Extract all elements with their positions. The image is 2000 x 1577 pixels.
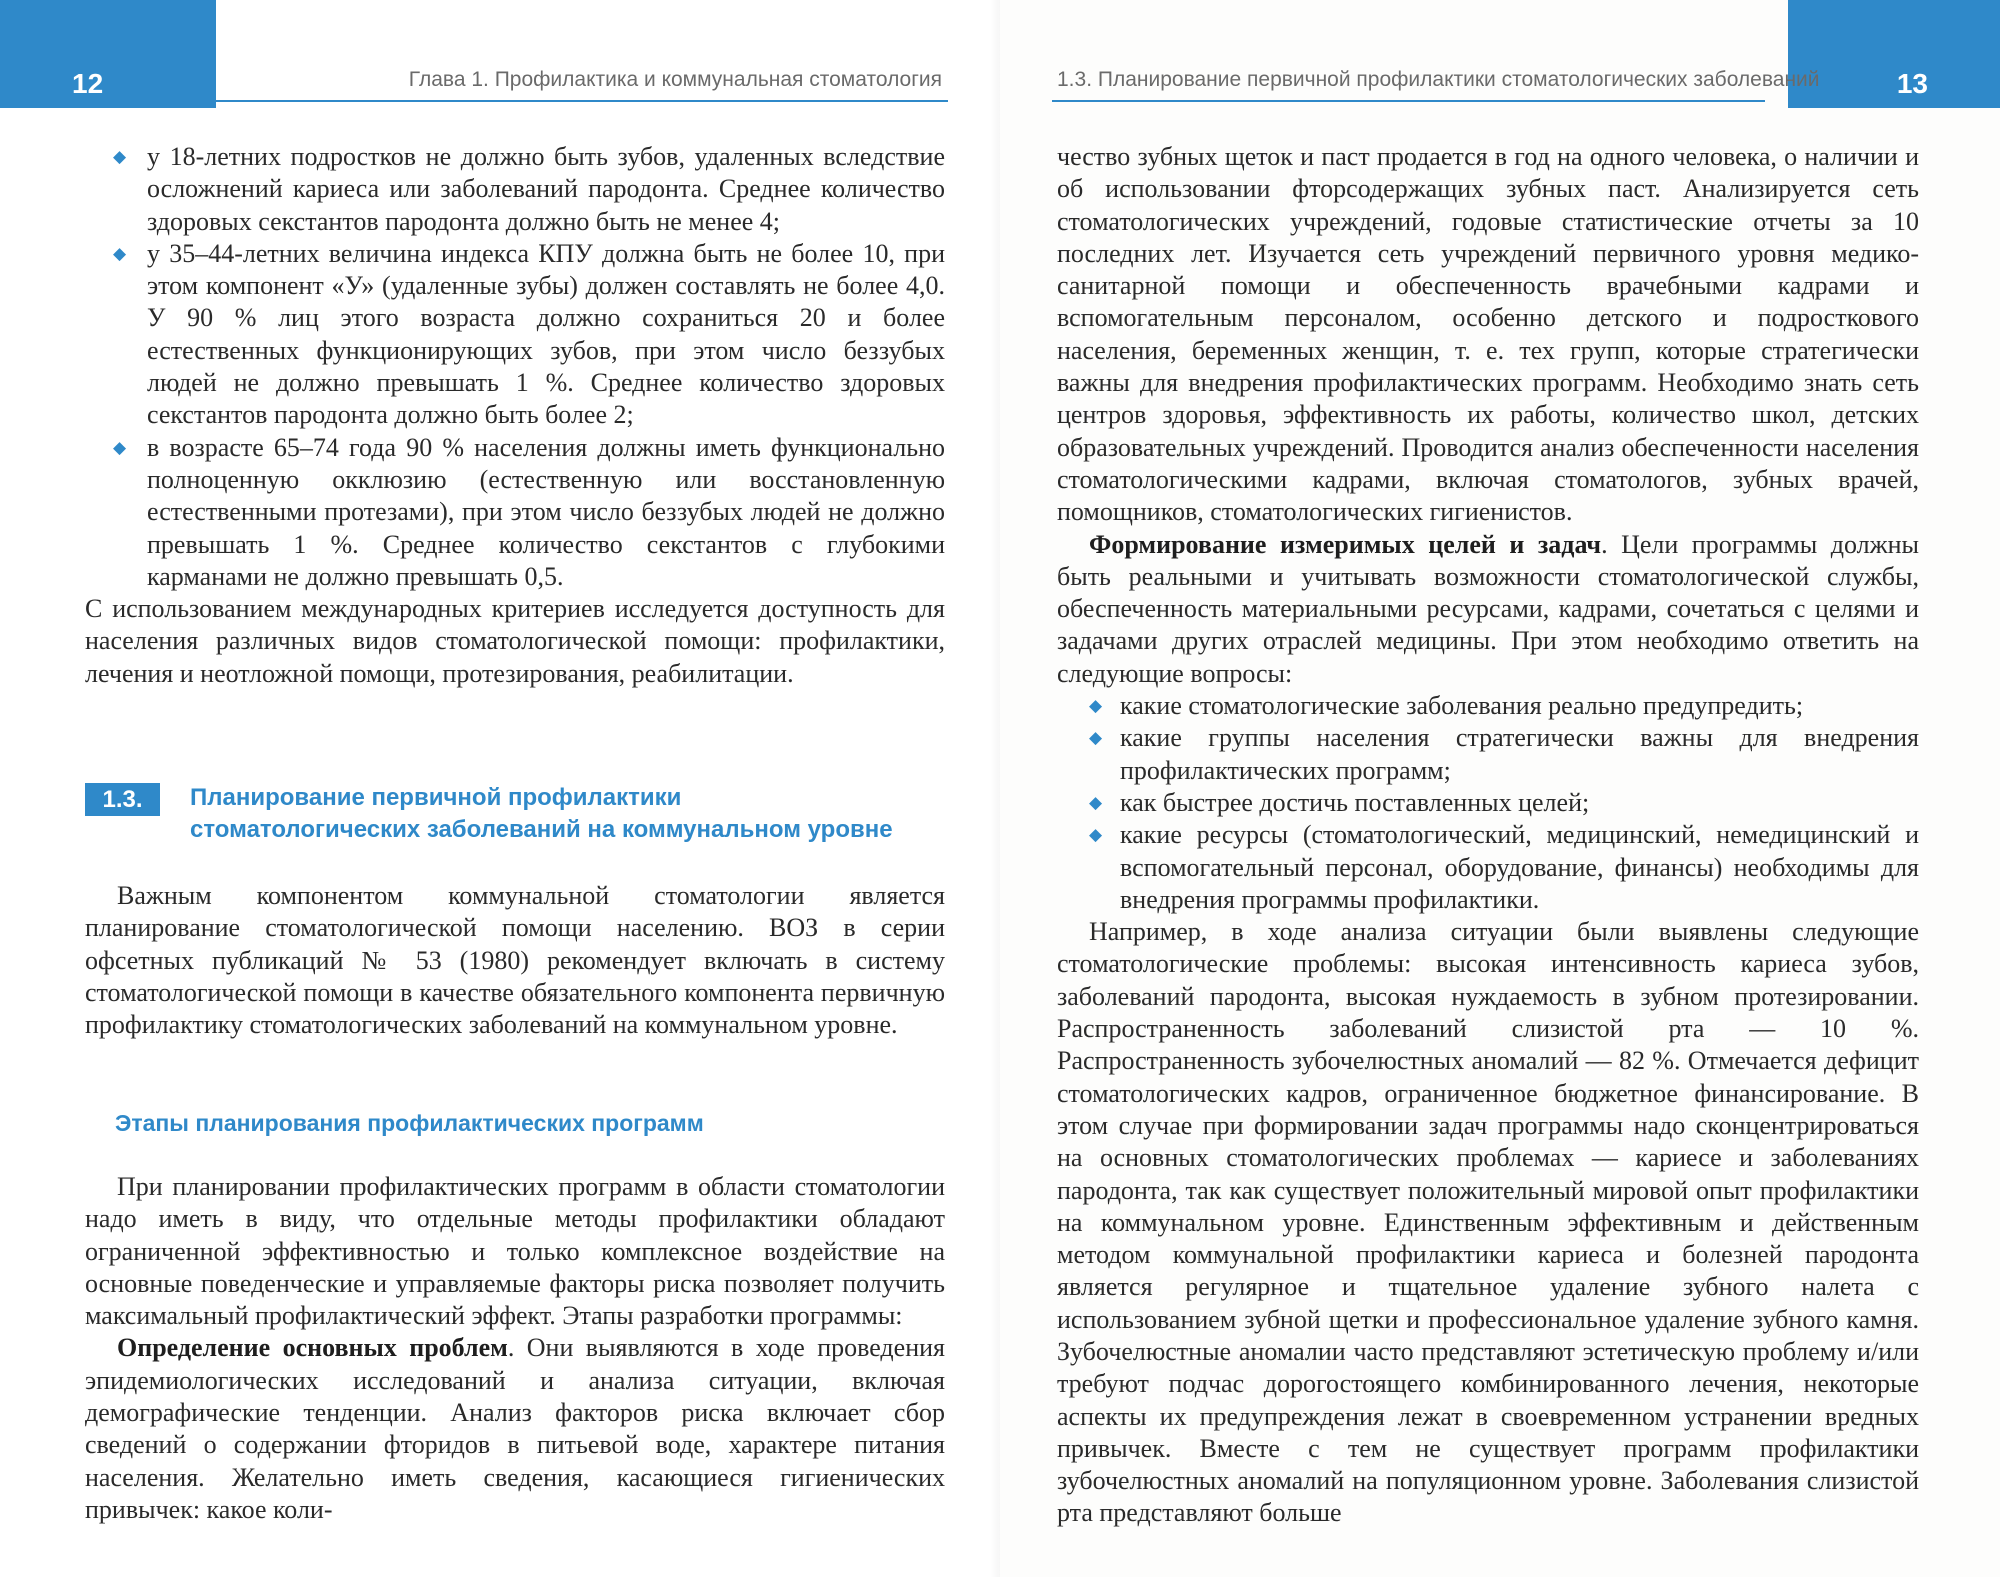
requirements-list (85, 141, 945, 593)
header-rule (1052, 100, 1765, 102)
bullet-icon: ◆ (113, 243, 127, 263)
bullet-icon: ◆ (113, 437, 127, 457)
left-block-3 (85, 1171, 945, 1526)
list-item: ◆ у 18-летних подростков не должно быть зубов, удаленных вследствие осложнений кариеса или заболеваний пародонта. Среднее количество здоровых секстантов пародонта должно быть не менее 4; (113, 142, 945, 236)
paragraph: чество зубных щеток и паст продается в год на одного человека, о наличии и об использовании фторсодержащих зубных паст. Анализируется сеть стоматологических учреждений, годовые статистические отчеты за 10 последних лет. Изучается сеть учреждений первичного уровня медико-санитарной помощи и обеспеченность врачебными кадрами и вспомогательным персоналом, особенно детского и подросткового населения, беременных женщин, т. е. тех групп, которые стратегически важны для внедрения профилактических программ. Необходимо знать сеть центров здоровья, эффективность их работы, количество школ, детских образовательных учреждений. Проводится анализ обеспеченности населения стоматологическими кадрами, включая стоматологов, зубных врачей, помощников, стоматологических гигиенистов. (1057, 142, 1919, 527)
list-item: ◆ у 35–44-летних величина индекса КПУ должна быть не более 10, при этом компонент «У» (удаленные зубы) должен составлять не более 4,0. У 90 % лиц этого возраста должно сохраниться 20 и более естественных функционирующих зубов, при этом число беззубых людей не должно превышать 1 %. Среднее количество здоровых секстантов пародонта должно быть более 2; (113, 238, 945, 430)
bullet-icon: ◆ (1089, 696, 1103, 716)
list-item: ◆ в возрасте 65–74 года 90 % населения должны иметь функционально полноценную окклюзию (естественную или восстановленную естественными протезами), при этом число беззубых людей не должно превышать 1 %. Среднее количество секстантов с глубокими карманами не должно превышать 0,5. (113, 432, 945, 591)
bullet-icon: ◆ (113, 147, 127, 166)
paragraph: Важным компонентом коммунальной стоматологии является планирование стоматологической помощи населению. ВОЗ в серии офсетных публикаций № 53 (1980) рекомендует включать в систему стоматологической помощи в качестве обязательного компонента первичную профилактику стоматологических заболеваний на коммунальном уровне. (85, 881, 945, 1040)
left-block-1 (85, 141, 945, 690)
paragraph: С использованием международных критериев исследуется доступность для населения различных видов стоматологической помощи: профилактики, лечения и неотложной помощи, протезирования, реабилитации. (85, 594, 945, 688)
header-rule (216, 100, 948, 102)
section-number: 1.3. (85, 783, 160, 816)
section-heading (85, 783, 945, 853)
list-item: ◆ какие группы населения стратегически важны для внедрения профилактических программ; (1089, 723, 1919, 785)
page-number-right (1788, 0, 2000, 108)
list-item: ◆ как быстрее достичь поставленных целей; (1057, 787, 1919, 819)
right-column (1057, 141, 1919, 1530)
running-head-left: Глава 1. Профилактика и коммунальная стоматология (408, 68, 942, 91)
list-item: ◆ какие стоматологические заболевания реально предупредить; (1057, 690, 1919, 722)
bullet-icon: ◆ (1089, 728, 1103, 748)
section-title: Планирование первичной профилактики стоматологических заболеваний на коммунальном уровне (190, 784, 893, 843)
page-number-text: 12 (72, 68, 104, 99)
left-block-2 (85, 880, 945, 1041)
bullet-icon: ◆ (1089, 825, 1103, 845)
page-number-text: 13 (1896, 68, 1928, 99)
paragraph: При планировании профилактических программ в области стоматологии надо иметь в виду, что отдельные методы профилактики обладают ограниченной эффективностью и только комплексное воздействие на основные поведенческие и управляемые факторы риска позволяет получить максимальный профилактический эффект. Этапы разработки программы: (85, 1172, 945, 1331)
right-page (1000, 0, 2000, 1577)
page-number-left (0, 0, 216, 108)
list-item: ◆ какие ресурсы (стоматологический, медицинский, немедицинский и вспомогательный персонал, оборудование, финансы) необходимы для внедрения программы профилактики. (1089, 820, 1919, 914)
bullet-icon: ◆ (1089, 792, 1103, 812)
questions-list (1057, 690, 1919, 916)
subsection-title: Этапы планирования профилактических программ (115, 1110, 704, 1136)
paragraph: Формирование измеримых целей и задач. Цели программы должны быть реальными и учитывать возможности стоматологической службы, обеспеченность материальными ресурсами, кадрами, сочетаться с целями и задачами других отраслей медицины. При этом необходимо ответить на следующие вопросы: (1057, 529, 1919, 688)
paragraph: Определение основных проблем. Они выявляются в ходе проведения эпидемиологических исследований и анализа ситуации, включая демографические тенденции. Анализ факторов риска включает сбор сведений о содержании фторидов в питьевой воде, характере питания населения. Желательно иметь сведения, касающиеся гигиенических привычек: какое коли- (85, 1333, 945, 1524)
paragraph: Например, в ходе анализа ситуации были выявлены следующие стоматологические проблемы: высокая интенсивность кариеса зубов, заболеваний пародонта, высокая нуждаемость в зубном протезировании. Распространенность заболеваний слизистой рта — 10 %. Распространенность зубочелюстных аномалий — 82 %. Отмечается дефицит стоматологических кадров, ограниченное бюджетное финансирование. В этом случае при формировании задач программы надо сконцентрироваться на основных стоматологических проблемах — кариесе и заболеваниях пародонта, так как существует положительный мировой опыт профилактики на коммунальном уровне. Единственным эффективным и действенным методом коммунальной профилактики кариеса и болезней пародонта является регулярное и тщательное удаление зубного налета с использованием зубной щетки и профессиональное удаление зубного камня. Зубочелюстные аномалии часто представляют эстетическую проблему и/или требуют подчас дорогостоящего комбинированного лечения, некоторые аспекты их предупреждения лежат в своевременном устранении вредных привычек. Вместе с тем не существует программ профилактики зубочелюстных аномалий на популяционном уровне. Заболевания слизистой рта представляют больше (1057, 917, 1919, 1528)
running-head-right: 1.3. Планирование первичной профилактики стоматологических заболеваний (1057, 68, 1820, 91)
